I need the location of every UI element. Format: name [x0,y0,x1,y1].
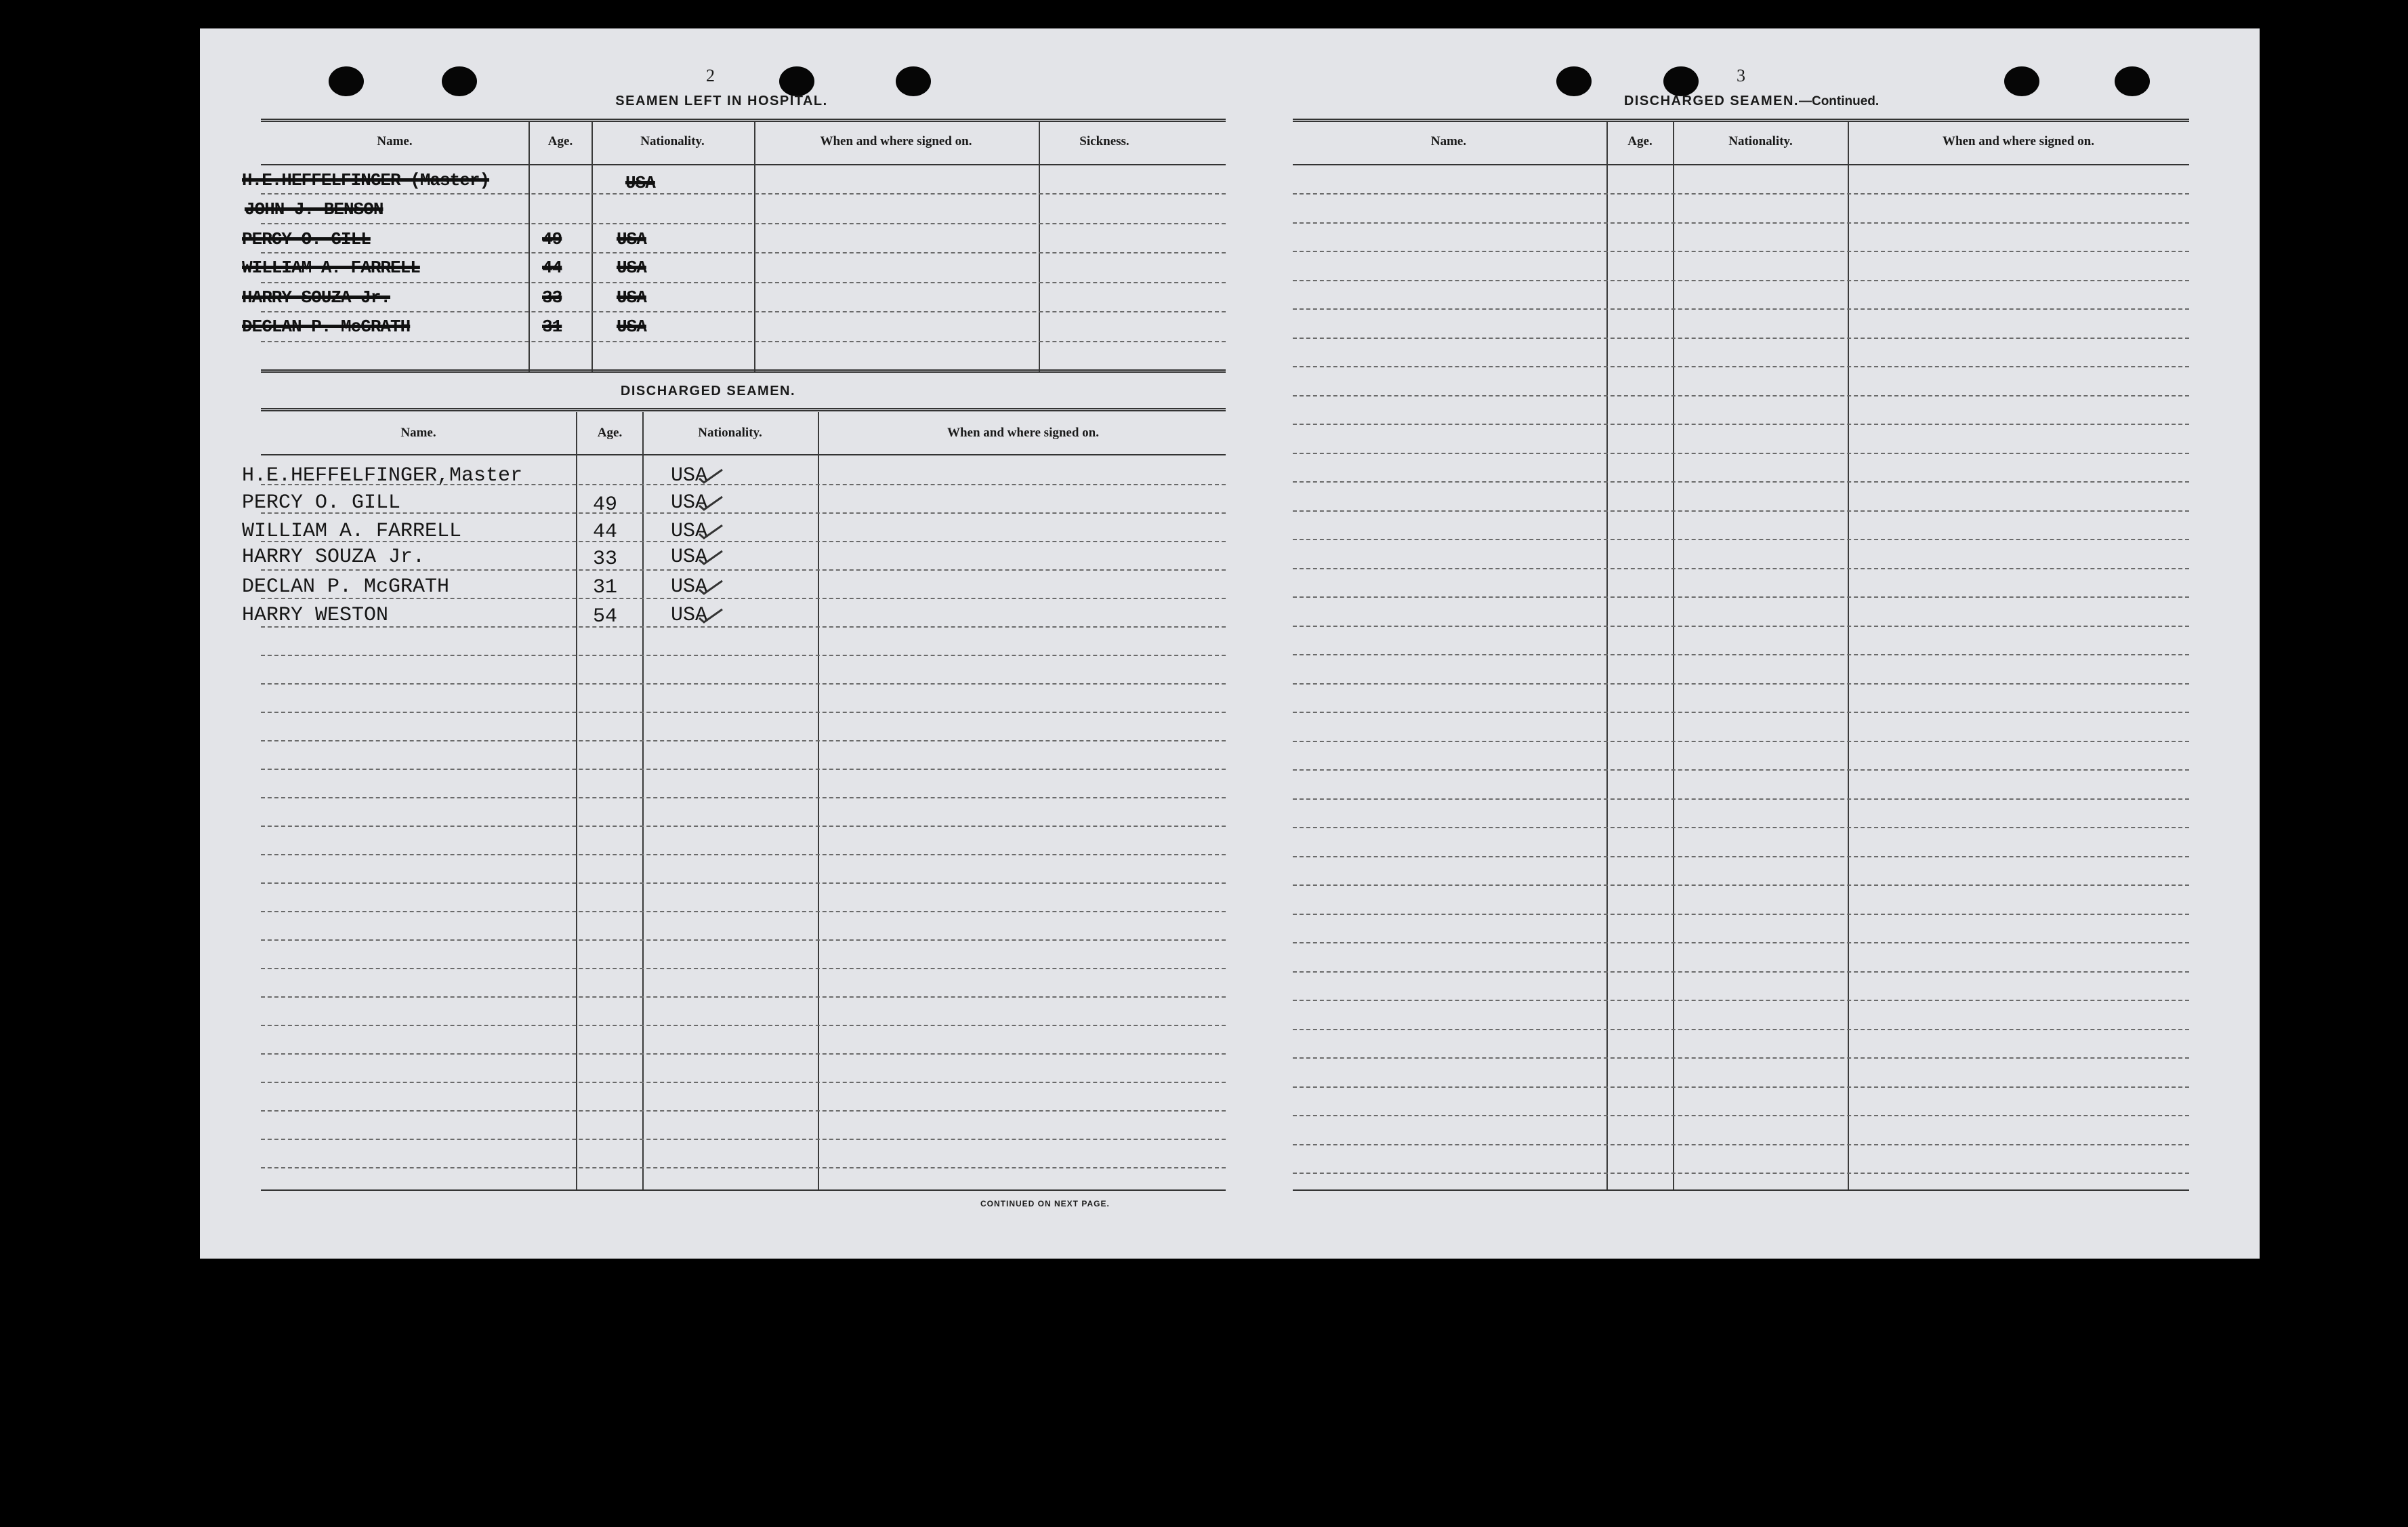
discharged-divider [642,412,644,1190]
hospital-divider [754,122,755,371]
row-rule [261,1139,1226,1140]
punch-hole [1663,66,1699,96]
row-rule [261,797,1226,798]
discharged-row-age: 33 [593,548,618,571]
discharged-col-nationality: Nationality. [698,426,762,440]
row-rule [261,712,1226,713]
row-rule [1293,222,2189,224]
discharged-row-name: PERCY O. GILL [242,491,401,514]
discharged-row-nationality: USA [671,491,708,514]
two-page-spread [200,28,2260,1259]
row-rule [1293,626,2189,627]
row-rule [1293,1086,2189,1088]
hospital-divider [528,122,530,371]
check-mark-icon [698,607,724,625]
discharged-col-age: Age. [597,426,623,440]
row-rule [1293,280,2189,281]
row-rule [1293,1115,2189,1116]
row-rule [1293,683,2189,685]
hospital-row-age: 49 [542,229,562,249]
punch-hole [1556,66,1592,96]
discharged-row-name: H.E.HEFFELFINGER,Master [242,464,523,487]
row-rule [1293,942,2189,943]
discharged-divider [576,412,577,1190]
hospital-row-nationality: USA [617,229,646,249]
hospital-row-name: PERCY O. GILL [242,229,371,249]
hospital-row-name: WILLIAM A. FARRELL [242,258,420,278]
row-rule [261,655,1226,656]
document-sheet [200,28,2260,1259]
right-title-continued: —Continued. [1798,94,1880,108]
right-col-nationality: Nationality. [1728,134,1793,148]
hospital-row-name: HARRY SOUZA Jr. [242,287,391,308]
hospital-divider [591,122,593,371]
row-rule [1293,338,2189,339]
discharged-row-nationality: USA [671,464,708,487]
left-page-number: 2 [706,66,715,85]
row-rule [261,1082,1226,1083]
right-col-name: Name. [1430,134,1467,148]
discharged-row-age: 44 [593,521,618,544]
hospital-divider [1039,122,1040,371]
row-rule [1293,1029,2189,1030]
hospital-row-age: 44 [542,258,562,278]
hospital-header-rule [261,164,1226,165]
row-rule [1293,769,2189,771]
row-rule [1293,395,2189,396]
discharged-row-nationality: USA [671,604,708,627]
discharged-col-signed-on: When and where signed on. [947,426,1099,440]
row-rule [261,569,1226,571]
discharged-bottom-rule [261,1189,1226,1191]
row-rule [261,740,1226,741]
punch-hole [442,66,477,96]
right-title-main: DISCHARGED SEAMEN. [1623,94,1799,108]
discharged-row-age: 31 [593,576,618,599]
row-rule [1293,1057,2189,1059]
hospital-top-rule [261,119,1226,122]
right-page-number: 3 [1737,66,1746,85]
row-rule [261,341,1226,342]
row-rule [261,1053,1226,1055]
hospital-row-age: 31 [542,317,562,337]
punch-hole [2004,66,2039,96]
discharged-row-age: 54 [593,605,618,628]
row-rule [261,769,1226,770]
hospital-row-nationality: USA [617,258,646,278]
row-rule [1293,798,2189,800]
right-top-rule [1293,119,2189,122]
hospital-row-age: 33 [542,287,562,308]
check-mark-icon [698,495,724,512]
right-col-signed-on: When and where signed on. [1942,134,2094,148]
row-rule [1293,827,2189,828]
row-rule [1293,193,2189,195]
hospital-title: SEAMEN LEFT IN HOSPITAL. [615,94,828,108]
discharged-col-name: Name. [400,426,436,440]
punch-hole [896,66,931,96]
discharged-title: DISCHARGED SEAMEN. [620,384,796,399]
discharged-row-name: WILLIAM A. FARRELL [242,520,462,543]
row-rule [261,996,1226,998]
punch-hole [779,66,814,96]
row-rule [261,826,1226,827]
row-rule [261,282,1226,283]
discharged-top-rule [261,408,1226,411]
right-bottom-rule [1293,1189,2189,1191]
discharged-row-age: 49 [593,493,618,516]
row-rule [1293,856,2189,857]
hospital-row-nationality: USA [617,287,646,308]
row-rule [1293,1173,2189,1174]
row-rule [261,311,1226,312]
row-rule [261,1167,1226,1168]
row-rule [1293,741,2189,742]
discharged-row-name: HARRY SOUZA Jr. [242,546,425,569]
discharged-row-nationality: USA [671,546,708,569]
row-rule [261,968,1226,969]
right-title [1562,94,1941,109]
row-rule [1293,366,2189,367]
row-rule [1293,251,2189,252]
row-rule [1293,712,2189,713]
row-rule [261,1110,1226,1112]
row-rule [261,1025,1226,1026]
hospital-row-nationality: USA [617,317,646,337]
discharged-divider [818,412,819,1190]
right-col-age: Age. [1627,134,1653,148]
row-rule [1293,424,2189,425]
row-rule [261,626,1226,628]
hospital-col-name: Name. [377,134,413,148]
hospital-col-signed-on: When and where signed on. [820,134,972,148]
row-rule [261,193,1226,195]
right-header-rule [1293,164,2189,165]
row-rule [261,223,1226,224]
row-rule [1293,481,2189,483]
hospital-col-sickness: Sickness. [1079,134,1129,148]
row-rule [261,854,1226,855]
punch-hole [329,66,364,96]
discharged-row-nationality: USA [671,575,708,598]
row-rule [1293,884,2189,886]
hospital-bottom-rule [261,369,1226,373]
row-rule [261,939,1226,941]
row-rule [1293,971,2189,973]
hospital-col-nationality: Nationality. [640,134,705,148]
hospital-row-nationality: USA [625,173,655,193]
hospital-row-name: DECLAN P. McGRATH [242,317,411,337]
row-rule [1293,596,2189,598]
row-rule [261,911,1226,912]
row-rule [261,512,1226,514]
check-mark-icon [698,579,724,596]
hospital-row-name: H.E.HEFFELFINGER (Master) [242,170,490,190]
check-mark-icon [698,468,724,485]
row-rule [1293,308,2189,310]
row-rule [1293,1144,2189,1145]
row-rule [261,683,1226,685]
discharged-row-nationality: USA [671,520,708,543]
row-rule [1293,914,2189,915]
row-rule [1293,453,2189,454]
row-rule [1293,568,2189,569]
row-rule [1293,539,2189,540]
row-rule [1293,510,2189,512]
row-rule [1293,654,2189,655]
discharged-row-name: DECLAN P. McGRATH [242,575,450,598]
row-rule [1293,1000,2189,1001]
punch-hole [2115,66,2150,96]
check-mark-icon [698,523,724,541]
check-mark-icon [698,549,724,567]
discharged-header-rule [261,454,1226,455]
discharged-row-name: HARRY WESTON [242,604,389,627]
hospital-row-name: JOHN J. BENSON [245,199,383,220]
row-rule [261,882,1226,884]
continued-note: CONTINUED ON NEXT PAGE. [980,1199,1110,1208]
hospital-col-age: Age. [547,134,573,148]
row-rule [261,252,1226,253]
